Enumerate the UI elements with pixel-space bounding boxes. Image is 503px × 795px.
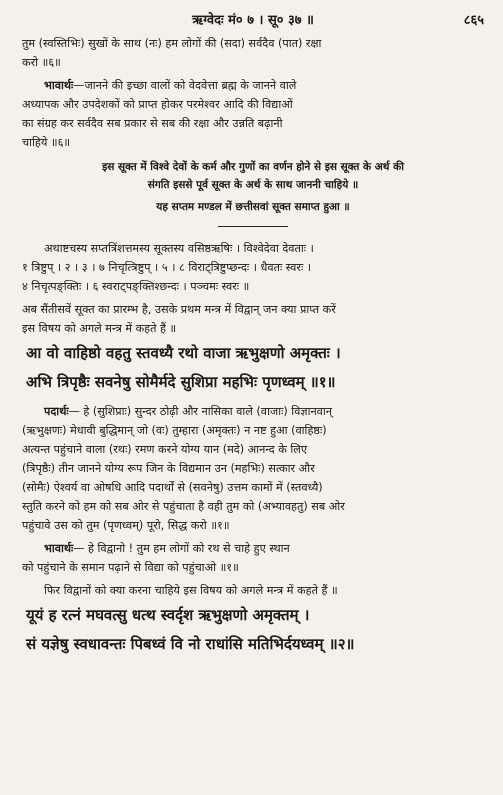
page-header (22, 10, 484, 34)
sukta-note-line: इस सूक्त में विश्वे देवों के कर्म और गुणों का वर्णन होने से इस सूक्त के अर्थ की (102, 161, 404, 173)
anukramani-line: अथाष्टचस्य सप्तत्रिंशत्तमस्य सूक्तस्य वसिष्ठऋषिः । विश्वेदेवा देवताः । (44, 242, 314, 255)
prev-bhavartha-line: का संग्रह कर सर्वदैव सब प्रकार से सब की रक्षा और उन्नति बढ़ानी (22, 117, 283, 130)
padartha-1-line: (ऋभुक्षणः) मेधावी बुद्धिमान् जो (वः) तुम्हारा (अमृक्तः) न नष्ट हुआ (वाहिष्ठः) (22, 424, 327, 437)
prev-bhavartha-line: अध्यापक और उपदेशकों को प्राप्त होकर परमेश्वर आदि की विद्याओं (22, 98, 293, 111)
bhavartha-1: भावार्थः— हे विद्वानो ! तुम हम लोगों को रथ से चाहे हुए स्थान (44, 542, 290, 555)
prev-bhavartha: भावार्थः—जानने की इच्छा वालों को वेदवेत्ता ब्रह्म के जानने वाले (44, 79, 297, 92)
mantra-2-line: सं यज्ञेषु स्वधावन्तः पिबध्वं वि नो राधांसि मतिभिर्दयध्वम् ॥२॥ (26, 635, 355, 653)
mantra-1-line: अभि त्रिपृष्ठैः सवनेषु सोमैर्मदे सुशिप्रा महभिः पृणध्वम् ॥१॥ (26, 373, 336, 391)
bhavartha-label: भावार्थः (44, 542, 74, 555)
running-title: ऋग्वेदः मं० ७ । सू० ३७ ॥ (192, 13, 314, 28)
padartha-1-line: अत्यन्त पहुंचाने वाला (रथः) रमण करने योग्य यान (मदे) आनन्द के लिए (22, 443, 308, 456)
prev-padartha-line: तुम (स्वस्तिभिः) सुखों के साथ (नः) हम लोगों की (सदा) सर्वदैव (पात) रक्षा (22, 37, 322, 50)
bhavartha-1-line: को पहुंचाने के समान पढ़ाने से विद्या को पहुंचाओ ॥१॥ (22, 561, 239, 574)
page-number: ८६५ (463, 13, 484, 28)
sukta-end-line: यह सप्तम मण्डल में छत्तीसवां सूक्त समाप्त हुआ ॥ (156, 201, 350, 213)
section-divider (218, 226, 288, 227)
padartha-1-line: स्तुति करने को हम को सब ओर से पहुंचाता है वही तुम को (अभ्यावहतु) सब ओर (22, 500, 345, 513)
sukta-note-line: संगति इससे पूर्व सूक्त के अर्थ के साथ जाननी चाहिये ॥ (147, 179, 359, 191)
intro-2: फिर विद्वानों को क्या करना चाहिये इस विषय को अगले मन्त्र में कहते हैं ॥ (44, 584, 338, 597)
mantra-1-line: आ वो वाहिष्ठो वहतु स्तवध्यै रथो वाजा ऋभुक्षणो अमृक्तः । (26, 344, 341, 362)
prev-padartha-line: करो ॥६॥ (22, 56, 61, 69)
mantra-2-line: यूयं ह रत्नं मघवत्सु धत्थ स्वर्दृश ऋभुक्षणो अमृक्तम् । (26, 606, 310, 624)
anukramani-line: १ त्रिष्टुप् । २ । ३ । ७ निचृत्त्रिष्टुप् । ५ । ८ विराट्त्रिष्टुप्छन्दः । धैवतः स्वरः । (22, 261, 312, 274)
intro-line: अब सैंतीसवें सूक्त का प्रारम्भ है, उसके प्रथम मन्त्र में विद्वान् जन क्या प्राप्त करें (22, 303, 336, 316)
padartha-1-line: (त्रिपृष्ठैः) तीन जानने योग्य रूप जिन के विद्यमान उन (महभिः) सत्कार और (22, 462, 315, 475)
padartha-1-line: पहुंचावे उस को तुम (पृणध्वम्) पूरो, सिद्ध करो ॥१॥ (22, 519, 230, 532)
padartha-label: पदार्थः (44, 405, 69, 418)
padartha-1-line: (सोमैः) ऐश्वर्य वा ओषधि आदि पदार्थों से (सवनेषु) उत्तम कामों में (स्तवध्यै) (22, 481, 323, 494)
anukramani-line: ४ निचृत्पङ्क्तिः । ६ स्वराट्पङ्क्तिश्छन्दः । पञ्चमः स्वरः ॥ (22, 280, 250, 293)
page (22, 10, 484, 660)
intro-line: इस विषय को अगले मन्त्र में कहते हैं ॥ (22, 322, 177, 335)
padartha-1: पदार्थः— हे (सुशिप्राः) सुन्दर ठोढ़ी और नासिका वाले (वाजाः) विज्ञानवान् (44, 405, 333, 418)
bhavartha-label: भावार्थः (44, 79, 74, 92)
prev-bhavartha-line: चाहिये ॥६॥ (22, 136, 71, 149)
